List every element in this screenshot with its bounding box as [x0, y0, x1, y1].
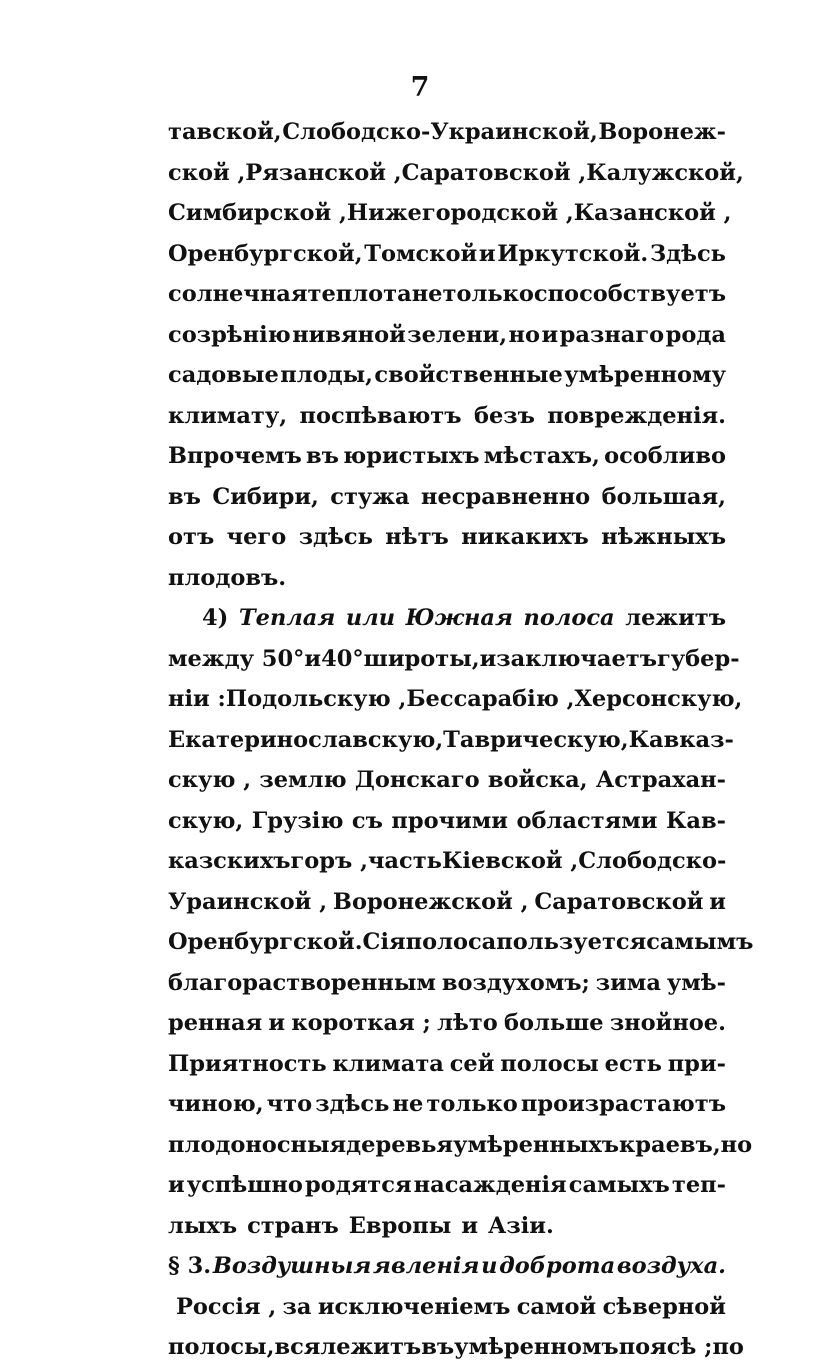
word: несравненно: [421, 483, 591, 510]
word: Саратовской ,: [401, 159, 587, 186]
word: Кавказ-: [628, 726, 734, 753]
word: но: [508, 321, 541, 348]
word: Оренбургской,: [168, 240, 363, 267]
text-line: [168, 1287, 726, 1328]
word: теп-: [671, 1172, 726, 1198]
word: большая,: [601, 483, 726, 510]
word: поспѣваютъ: [299, 402, 462, 429]
text-line: [168, 639, 740, 680]
word: самыхъ: [568, 1172, 670, 1198]
word: зелени,: [407, 321, 508, 348]
word: Нижегородской ,: [346, 200, 574, 226]
word: родятся: [304, 1172, 412, 1198]
word: климату,: [168, 402, 288, 429]
word: Впрочемъ: [168, 443, 302, 469]
word: юристыхъ: [343, 443, 480, 469]
word: въ: [306, 443, 339, 469]
word: Казанской ,: [573, 200, 732, 226]
word: и: [481, 1253, 498, 1279]
word: полосы,: [168, 1334, 275, 1360]
word: нивяной: [292, 321, 406, 348]
word: короткая ;: [291, 1010, 431, 1036]
word: скую,: [168, 807, 244, 834]
word: Азіи.: [488, 1212, 554, 1239]
word: особливо: [604, 443, 726, 469]
word: Калужской,: [586, 159, 744, 186]
word: въ: [168, 483, 201, 510]
word: насажденія: [413, 1172, 567, 1198]
word: сѣверной: [602, 1293, 726, 1320]
word: Бессарабію ,: [406, 686, 575, 712]
word: не: [392, 1091, 424, 1117]
text-line: [168, 153, 744, 194]
word: ской ,Рязанской ,: [168, 159, 402, 186]
word: теплота: [307, 281, 412, 307]
word: областями: [516, 807, 658, 834]
word: за: [282, 1293, 312, 1320]
text-line: [168, 1003, 726, 1044]
text-line: [168, 841, 726, 882]
word: и: [304, 645, 322, 672]
word: Кіевской ,: [441, 848, 579, 874]
word: Херсонскую,: [574, 686, 743, 712]
word: ніи :: [168, 686, 226, 712]
word: полоса: [405, 929, 497, 955]
word: безъ: [473, 402, 535, 429]
word: Южная: [405, 605, 513, 631]
word: прочими: [391, 807, 508, 834]
text-line: [168, 922, 754, 963]
text-line: [168, 1246, 726, 1287]
word: Приятность: [168, 1050, 327, 1077]
word: Кав-: [665, 807, 726, 834]
word: Ураинской ,: [168, 888, 328, 915]
word: нѣтъ: [385, 524, 449, 550]
text-line: [168, 1044, 726, 1085]
word: Европы: [348, 1212, 452, 1239]
word: солнечная: [168, 281, 308, 307]
word: стужа: [330, 483, 410, 510]
word: тавской,: [168, 119, 282, 145]
word: губер-: [656, 645, 740, 672]
word: Симбирской ,: [168, 200, 347, 226]
word: горъ ,: [290, 848, 368, 874]
word: и: [268, 1010, 286, 1036]
word: больше: [503, 1010, 604, 1036]
text-line: [168, 436, 726, 477]
word: Екатеринославскую,: [168, 726, 444, 753]
word: плоды,: [280, 362, 373, 388]
word: здѣсь: [298, 524, 373, 550]
word: Томской: [364, 240, 478, 267]
word: между 50°: [168, 645, 305, 672]
text-line: [168, 558, 726, 599]
word: поясѣ ;: [618, 1334, 713, 1360]
word: Воздушныя: [212, 1253, 372, 1279]
word: полоса: [523, 605, 615, 631]
word: краевъ,: [619, 1131, 721, 1158]
word: Донскаго: [354, 767, 480, 793]
word: умѣ-: [666, 969, 726, 996]
word: Подольскую ,: [225, 686, 407, 712]
text-line: [168, 1084, 726, 1125]
word: лежитъ: [625, 605, 726, 631]
word: и: [461, 1212, 479, 1239]
word: но: [720, 1131, 753, 1158]
word: широты,: [363, 645, 480, 672]
text-line: [168, 801, 726, 842]
word: благорастворенным: [168, 969, 436, 996]
word: произрастаютъ: [520, 1091, 726, 1117]
text-line: [168, 882, 726, 923]
word: плодоносныя: [168, 1131, 347, 1158]
word: разнаго: [559, 321, 665, 348]
word: землю: [259, 767, 347, 793]
word: Астрахан-: [595, 767, 726, 793]
word: Сибири,: [212, 483, 319, 510]
text-line: [168, 193, 732, 234]
word: по: [712, 1334, 744, 1360]
word: лѣто: [437, 1010, 498, 1036]
text-line: [168, 355, 726, 396]
word: самой: [516, 1293, 597, 1320]
word: странъ: [247, 1212, 339, 1239]
word: часть: [367, 848, 442, 874]
word: исключеніемъ: [317, 1293, 511, 1320]
word: и: [541, 321, 559, 348]
word: Грузію: [251, 807, 344, 834]
text-line: [168, 679, 743, 720]
word: плодовъ.: [168, 564, 287, 591]
word: отъ: [168, 524, 215, 550]
word: рода: [665, 321, 726, 348]
word: только: [426, 1091, 518, 1117]
word: что: [266, 1091, 313, 1117]
word: казскихъ: [168, 848, 291, 874]
word: умѣренномъ: [454, 1334, 619, 1360]
page-number: 7: [410, 72, 430, 103]
word: пользуется: [496, 929, 647, 955]
word: и: [168, 1172, 185, 1198]
word: войска,: [487, 767, 588, 793]
word: самымъ: [646, 929, 754, 955]
word: § 3.: [168, 1253, 212, 1279]
word: нѣжныхъ: [601, 524, 726, 550]
text-line: [168, 1206, 726, 1247]
word: деревья: [346, 1131, 454, 1158]
word: способствуетъ: [533, 281, 726, 307]
word: Таврическую,: [443, 726, 629, 753]
word: никакихъ: [461, 524, 589, 550]
text-line: [168, 315, 726, 356]
text-line: [168, 1327, 744, 1368]
word: Россія ,: [176, 1293, 277, 1320]
word: Сія: [362, 929, 406, 955]
word: созрѣнію: [168, 321, 291, 348]
word: ренная: [168, 1010, 263, 1036]
word: или: [345, 605, 396, 631]
word: явленія: [373, 1253, 480, 1279]
word: здѣсь: [315, 1091, 390, 1117]
word: климата: [332, 1050, 444, 1077]
word: и: [478, 240, 496, 267]
word: лыхъ: [168, 1212, 238, 1239]
word: Воронеж-: [598, 119, 726, 145]
word: только: [442, 281, 534, 307]
text-line: [168, 598, 726, 639]
word: умѣренныхъ: [453, 1131, 620, 1158]
word: Здѣсь: [649, 240, 726, 267]
text-line: [168, 396, 726, 437]
word: Оренбургской.: [168, 929, 363, 955]
word: садовые: [168, 362, 279, 388]
word: свойственные: [374, 362, 563, 388]
text-line: [168, 1125, 753, 1166]
word: знойное.: [609, 1010, 726, 1036]
text-line: [168, 517, 726, 558]
word: сей: [449, 1050, 495, 1077]
word: въ: [421, 1334, 455, 1360]
text-line: [168, 1165, 726, 1206]
text-line: [168, 274, 726, 315]
text-line: [168, 963, 726, 1004]
word: скую ,: [168, 767, 252, 793]
word: Слободско-Украинской,: [282, 119, 598, 145]
word: не: [411, 281, 443, 307]
word: есть: [604, 1050, 662, 1077]
word: поврежденія.: [547, 402, 726, 429]
word: Воронежской ,: [332, 888, 529, 915]
word: доброта: [499, 1253, 616, 1279]
word: зима: [595, 969, 661, 996]
word: заключаетъ: [496, 645, 657, 672]
word: чиною,: [168, 1091, 264, 1117]
text-line: [168, 234, 726, 275]
word: умѣренному: [564, 362, 726, 388]
word: полосы: [500, 1050, 599, 1077]
text-line: [168, 477, 726, 518]
text-line: [168, 112, 726, 153]
word: Саратовской: [534, 888, 704, 915]
word: 40°: [321, 645, 364, 672]
word: Иркутской.: [497, 240, 649, 267]
word: Слободско-: [578, 848, 727, 874]
text-line: [168, 720, 734, 761]
word: и: [709, 888, 726, 915]
text-line: [168, 760, 726, 801]
word: и: [479, 645, 497, 672]
word: съ: [351, 807, 383, 834]
word: чего: [226, 524, 287, 550]
body-text: [168, 112, 754, 1368]
word: при-: [667, 1050, 726, 1077]
word: Теплая: [238, 605, 336, 631]
word: воздухомъ;: [441, 969, 590, 996]
word: воздуха.: [616, 1253, 726, 1279]
word: вся: [274, 1334, 321, 1360]
word: 4): [202, 605, 229, 631]
word: лежитъ: [320, 1334, 422, 1360]
word: мѣстахъ,: [483, 443, 600, 469]
word: успѣшно: [186, 1172, 303, 1198]
